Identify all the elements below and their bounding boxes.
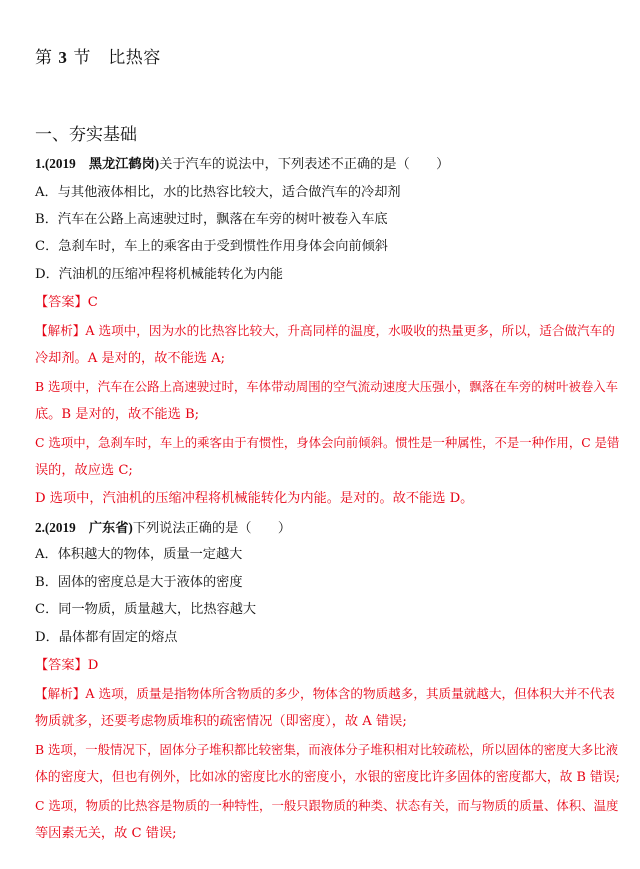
question-1-option-d: D．汽油机的压缩冲程将机械能转化为内能 [35, 267, 283, 282]
question-1-stem [35, 155, 449, 174]
question-2-option-d: D．晶体都有固定的熔点 [35, 630, 178, 645]
question-1-analysis-line: 冷却剂。A 是对的，故不能选 A; [35, 351, 226, 366]
question-2-analysis-line: 物质就多，还要考虑物质堆积的疏密情况（即密度），故 A 错误; [35, 714, 407, 729]
answer-tag: 【答案】 [35, 658, 88, 673]
question-2-option-b: B．固体的密度总是大于液体的密度 [35, 575, 243, 590]
question-1-option-a: A．与其他液体相比，水的比热容比较大，适合做汽车的冷却剂 [35, 185, 401, 200]
question-2-analysis-line: 等因素无关，故 C 错误; [35, 826, 177, 841]
question-2-source: 2.(2019 广东省) [35, 520, 133, 535]
question-1-option-b: B．汽车在公路上高速驶过时，飘落在车旁的树叶被卷入车底 [35, 212, 388, 227]
analysis-tag: 【解析】 [35, 323, 86, 338]
question-2-analysis-line [35, 685, 615, 703]
question-2-analysis-line: C 选项，物质的比热容是物质的一种特性，一般只跟物质的种类、状态有关，而与物质的质量、体积、温度 [35, 798, 619, 813]
question-2-text: 下列说法正确的是（ ） [132, 521, 292, 536]
analysis-tag: 【解析】 [35, 686, 86, 701]
title-text: 节 比热容 [73, 48, 161, 68]
question-1-answer [35, 294, 98, 312]
question-2-answer [35, 657, 98, 675]
analysis-text: A 选项，质量是指物体所含物质的多少，物体含的物质越多，其质量就越大，但体积大并不代表 [85, 686, 615, 701]
title-number: 3 [58, 48, 68, 67]
answer-tag: 【答案】 [35, 295, 88, 310]
answer-value: D [87, 658, 99, 673]
section-heading: 一、夯实基础 [35, 125, 137, 145]
question-1-analysis-line: 误的，故应选 C; [35, 463, 133, 478]
question-2-analysis-line: 体的密度大，但也有例外，比如冰的密度比水的密度小，水银的密度比许多固体的密度都大，故 B 错误; [35, 770, 620, 785]
question-1-source: 1.(2019 黑龙江鹤岗) [35, 156, 160, 171]
question-2-option-a: A．体积越大的物体，质量一定越大 [35, 547, 243, 562]
question-1-text: 关于汽车的说法中，下列表述不正确的是（ ） [159, 157, 450, 172]
question-2-stem [35, 519, 291, 538]
question-1-option-c: C．急刹车时，车上的乘客由于受到惯性作用身体会向前倾斜 [35, 239, 388, 254]
question-2-analysis-line: B 选项，一般情况下，固体分子堆积都比较密集，而液体分子堆积相对比较疏松，所以固体的密度大多比液 [35, 742, 619, 757]
question-1-analysis-line: C 选项中，急刹车时，车上的乘客由于有惯性，身体会向前倾斜。惯性是一种属性，不是一种作用，C 是错 [35, 435, 620, 450]
question-1-analysis-line: 底。B 是对的，故不能选 B; [35, 407, 200, 422]
answer-value: C [87, 295, 98, 310]
question-1-analysis-line [35, 322, 615, 340]
question-1-analysis-line: B 选项中，汽车在公路上高速驶过时，车体带动周围的空气流动速度大压强小，飘落在车旁的树叶被卷入车 [35, 379, 619, 394]
question-1-analysis-line: D 选项中，汽油机的压缩冲程将机械能转化为内能。是对的。故不能选 D。 [35, 491, 474, 506]
question-2-option-c: C．同一物质，质量越大，比热容越大 [35, 602, 257, 617]
page-title [35, 43, 161, 68]
analysis-text: A 选项中，因为水的比热容比较大，升高同样的温度，水吸收的热量更多，所以，适合做汽车的 [85, 323, 615, 338]
title-prefix: 第 [35, 48, 53, 68]
